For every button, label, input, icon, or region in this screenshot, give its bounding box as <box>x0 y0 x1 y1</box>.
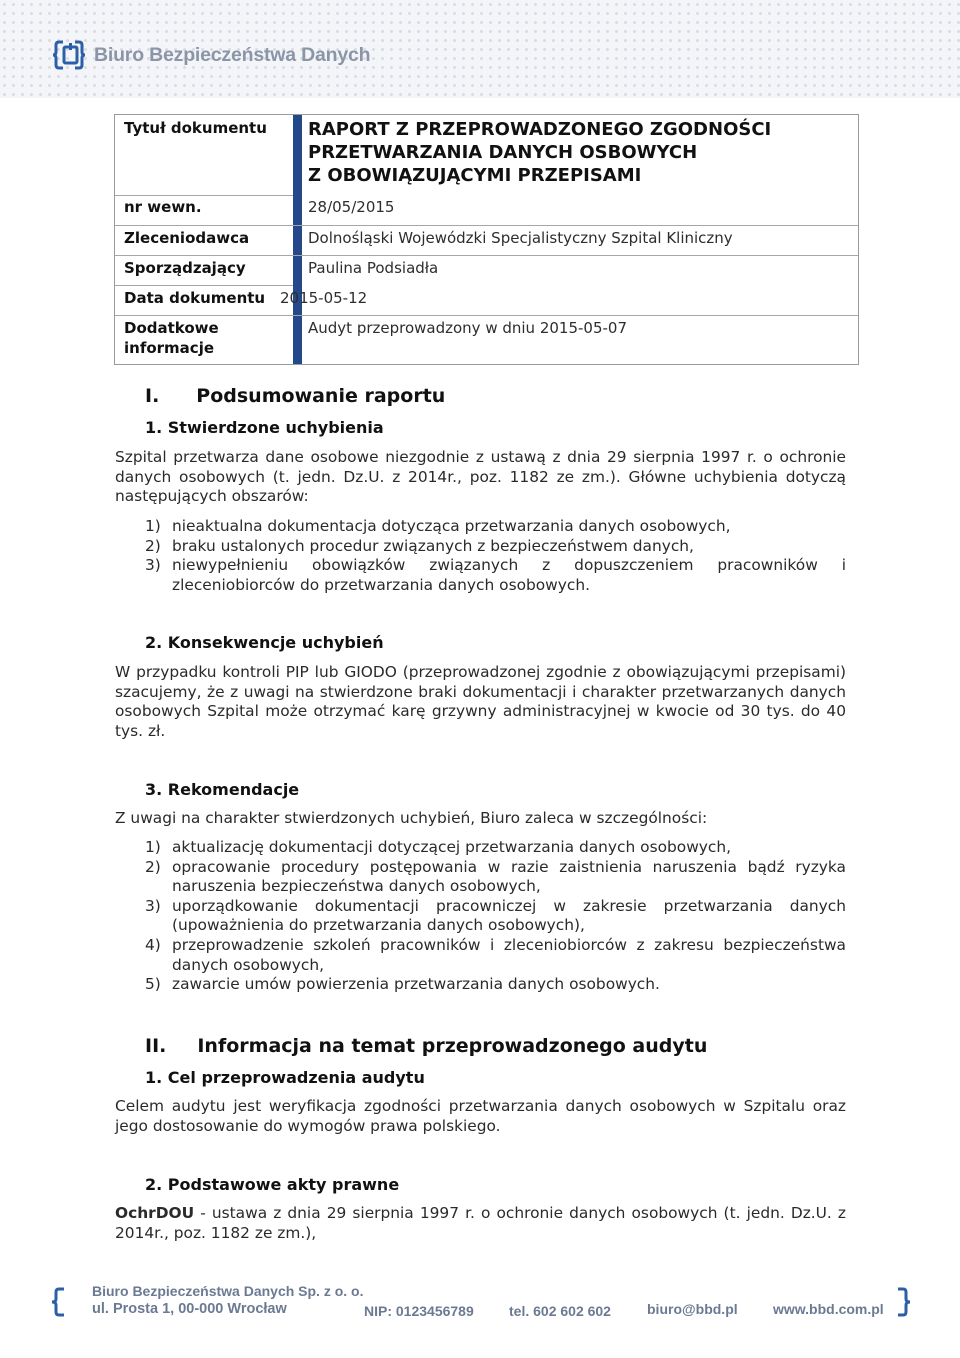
label-client: Zleceniodawca <box>124 229 250 247</box>
section-number: II. <box>145 1035 167 1057</box>
section-2-heading <box>145 1035 707 1057</box>
footer-email[interactable]: biuro@bbd.pl <box>647 1301 738 1317</box>
row-divider <box>115 225 858 226</box>
subsection-2-1-heading <box>145 1068 425 1087</box>
subsection-2-heading <box>145 633 384 652</box>
label-title: Tytuł dokumentu <box>124 119 267 137</box>
recommendations-intro: Z uwagi na charakter stwierdzonych uchybień, Biuro zaleca w szczególności: <box>115 809 708 827</box>
accent-bar <box>293 115 302 364</box>
audit-goal-paragraph: Celem audytu jest weryfikacja zgodności przetwarzania danych osobowych w Szpitalu oraz jego dostosowanie do wymogów prawa polskiego. <box>115 1097 846 1135</box>
shield-icon <box>52 38 86 72</box>
list-item-text: braku ustalonych procedur związanych z bezpieczeństwem danych, <box>172 536 694 555</box>
right-bracket-icon <box>894 1287 912 1317</box>
findings-paragraph: Szpital przetwarza dane osobowe niezgodnie z ustawą z dnia 29 sierpnia 1997 r. o ochronie danych osobowych (t. jedn. Dz.U. z 2014r., poz. 1182 ze zm.). Główne uchybienia dotyczą następujących obszarów: <box>115 448 846 506</box>
subsection-2-2-heading <box>145 1175 399 1194</box>
document-title <box>308 118 771 187</box>
list-item-number: 2) <box>145 857 161 876</box>
list-item-number: 1) <box>145 517 161 535</box>
recommendations-list <box>115 838 846 995</box>
list-item <box>115 537 846 557</box>
subsection-number: 1. <box>145 1068 163 1087</box>
label-document-date: Data dokumentu <box>124 289 266 307</box>
subsection-title: Podstawowe akty prawne <box>167 1175 400 1194</box>
document-title-line: PRZETWARZANIA DANYCH OSBOWYCH <box>308 142 698 163</box>
label-line: informacje <box>124 339 215 357</box>
label-internal-number: nr wewn. <box>124 198 202 216</box>
page-footer <box>0 1270 960 1358</box>
list-item <box>115 517 846 537</box>
subsection-title: Rekomendacje <box>167 780 300 799</box>
list-item-number: 5) <box>145 975 161 994</box>
page-header <box>0 0 960 98</box>
value-additional-info: Audyt przeprowadzony w dniu 2015-05-07 <box>308 319 628 337</box>
row-divider <box>115 195 293 196</box>
list-item-text: zawarcie umów powierzenia przetwarzania danych osobowych. <box>172 975 660 994</box>
document-info-table <box>114 114 859 365</box>
footer-nip: NIP: 0123456789 <box>364 1303 474 1319</box>
value-client: Dolnośląski Wojewódzki Specjalistyczny Szpital Kliniczny <box>308 229 733 247</box>
section-title: Informacja na temat przeprowadzonego audytu <box>197 1035 708 1057</box>
document-title-line: Z OBOWIĄZUJĄCYMI PRZEPISAMI <box>308 165 642 186</box>
list-item-text: opracowanie procedury postępowania w razie zaistnienia naruszenia bądź ryzyka naruszenia bezpieczeństwa danych osobowych, <box>172 857 846 896</box>
list-item-text: aktualizację dokumentacji dotyczącej przetwarzania danych osobowych, <box>172 838 731 856</box>
section-title: Podsumowanie raportu <box>196 385 446 407</box>
list-item <box>115 838 846 858</box>
left-bracket-icon <box>50 1287 68 1317</box>
footer-company: Biuro Bezpieczeństwa Danych Sp. z o. o. <box>92 1283 364 1299</box>
list-item-number: 3) <box>145 896 161 915</box>
value-internal-number: 28/05/2015 <box>308 198 395 216</box>
legal-act-description: - ustawa z dnia 29 sierpnia 1997 r. o ochronie danych osobowych (t. jedn. Dz.U. z 2014r., poz. 1182 ze zm.), <box>115 1204 846 1242</box>
section-1-heading <box>145 385 445 407</box>
subsection-3-heading <box>145 780 299 799</box>
subsection-number: 2. <box>145 633 163 652</box>
list-item <box>115 858 846 897</box>
label-line: Dodatkowe <box>124 319 219 337</box>
footer-website[interactable]: www.bbd.com.pl <box>773 1301 884 1317</box>
brand-name: Biuro Bezpieczeństwa Danych <box>94 43 371 66</box>
list-item <box>115 556 846 595</box>
list-item-number: 3) <box>145 556 161 575</box>
legal-acts-paragraph <box>115 1204 846 1243</box>
row-divider <box>115 255 858 256</box>
list-item-number: 1) <box>145 838 161 856</box>
subsection-number: 2. <box>145 1175 163 1194</box>
label-additional-info <box>124 318 219 358</box>
legal-act-abbreviation: OchrDOU <box>115 1204 195 1222</box>
value-author: Paulina Podsiadła <box>308 259 439 277</box>
footer-phone: tel. 602 602 602 <box>509 1303 611 1319</box>
subsection-title: Konsekwencje uchybień <box>167 633 384 652</box>
document-title-line: RAPORT Z PRZEPROWADZONEGO ZGODNOŚCI <box>308 119 772 140</box>
list-item <box>115 975 846 995</box>
consequences-paragraph: W przypadku kontroli PIP lub GIODO (przeprowadzonej zgodnie z obowiązującymi przepisami) szacujemy, że z uwagi na stwierdzone braki dokumentacji i charakter przetwarzanych danych osobowych Szpital może otrzymać karę grzywny administracyjnej w kwocie od 30 tys. do 40 tys. zł. <box>115 663 846 740</box>
value-document-date: 2015-05-12 <box>280 289 368 307</box>
list-item-text: niewypełnieniu obowiązków związanych z dopuszczeniem pracowników i zleceniobiorców do przetwarzania danych osobowych. <box>172 556 846 594</box>
brand-logo <box>52 38 370 72</box>
list-item-number: 2) <box>145 536 161 555</box>
label-author: Sporządzający <box>124 259 246 277</box>
row-divider <box>115 315 858 316</box>
subsection-number: 3. <box>145 780 163 799</box>
list-item-text: uporządkowanie dokumentacji pracowniczej w zakresie przetwarzania danych (upoważnienia do przetwarzania danych osobowych), <box>172 896 846 935</box>
row-divider <box>115 285 293 286</box>
list-item-number: 4) <box>145 935 161 954</box>
subsection-1-heading: 1. Stwierdzone uchybienia <box>145 418 384 437</box>
subsection-title: Cel przeprowadzenia audytu <box>167 1068 425 1087</box>
list-item-text: nieaktualna dokumentacja dotycząca przetwarzania danych osobowych, <box>172 517 731 535</box>
list-item-text: przeprowadzenie szkoleń pracowników i zleceniobiorców z zakresu bezpieczeństwa danych osobowych, <box>172 935 846 974</box>
findings-list <box>115 517 846 595</box>
list-item <box>115 897 846 936</box>
list-item <box>115 936 846 975</box>
section-number: I. <box>145 385 160 407</box>
footer-address: ul. Prosta 1, 00-000 Wrocław <box>92 1301 287 1317</box>
